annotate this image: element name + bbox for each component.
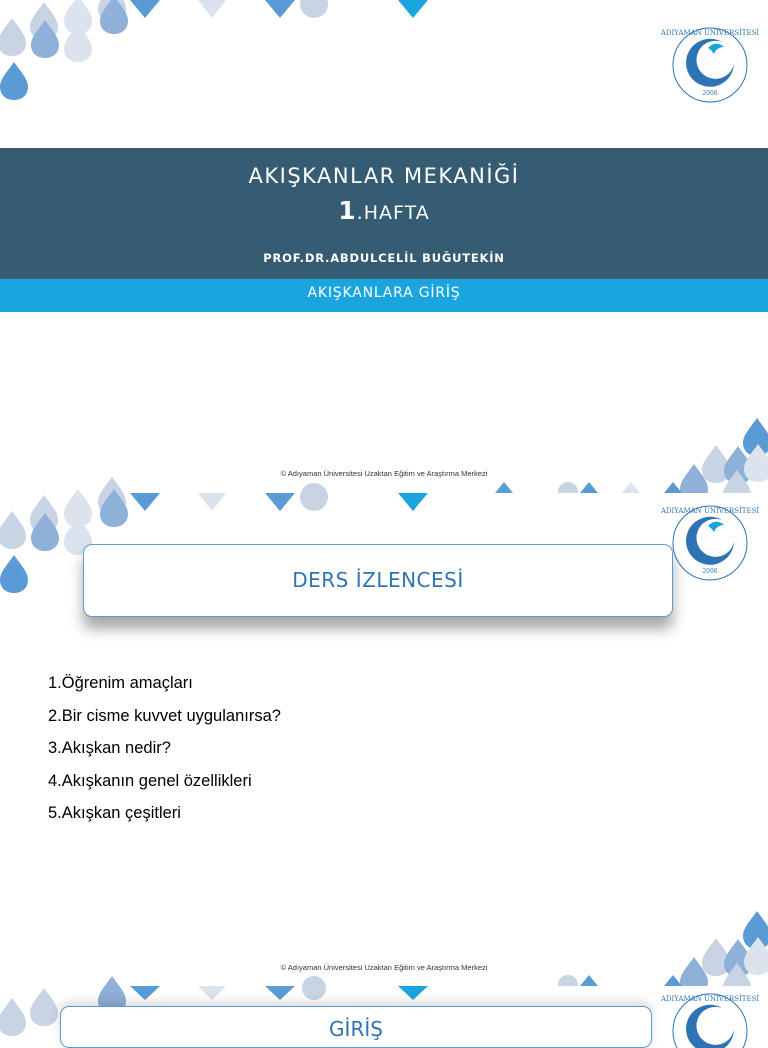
author-name: PROF.DR.ABDULCELİL BUĞUTEKİN <box>263 251 505 265</box>
list-item: 3.Akışkan nedir? <box>48 739 171 757</box>
week-title <box>0 196 768 225</box>
logo-arc-text: ADIYAMAN ÜNİVERSİTESİ <box>660 29 760 37</box>
slide-introduction-partial <box>0 986 768 1041</box>
list-item: 2.Bir cisme kuvvet uygulanırsa? <box>48 706 281 725</box>
logo-year: 2006 <box>702 568 718 575</box>
logo-arc-text: ADIYAMAN ÜNİVERSİTESİ <box>660 995 760 1003</box>
syllabus-list <box>48 673 281 836</box>
list-item: 1.Öğrenim amaçları <box>48 674 193 692</box>
slide-title <box>0 0 768 493</box>
logo-year: 2006 <box>702 90 718 97</box>
university-logo <box>660 498 760 582</box>
week-label: .HAFTA <box>356 202 430 224</box>
section-title: GİRİŞ <box>329 1017 383 1041</box>
section-title-box <box>83 544 673 617</box>
copyright-footer: © Adıyaman Üniversitesi Uzaktan Eğitim ve Araştırma Merkezi <box>280 469 488 478</box>
section-title: DERS İZLENCESİ <box>292 568 464 592</box>
lecture-subtitle: AKIŞKANLARA GİRİŞ <box>307 285 461 301</box>
university-logo <box>660 986 760 1024</box>
list-item: 4.Akışkanın genel özellikleri <box>48 771 252 790</box>
list-item: 5.Akışkan çeşitleri <box>48 804 181 822</box>
university-logo <box>660 20 760 104</box>
logo-arc-text: ADIYAMAN ÜNİVERSİTESİ <box>660 507 760 515</box>
course-title: AKIŞKANLAR MEKANİĞİ <box>248 164 520 188</box>
section-title-box <box>60 1006 652 1048</box>
slide-syllabus <box>0 493 768 986</box>
copyright-footer: © Adıyaman Üniversitesi Uzaktan Eğitim ve Araştırma Merkezi <box>280 963 488 972</box>
week-number: 1 <box>338 196 357 225</box>
